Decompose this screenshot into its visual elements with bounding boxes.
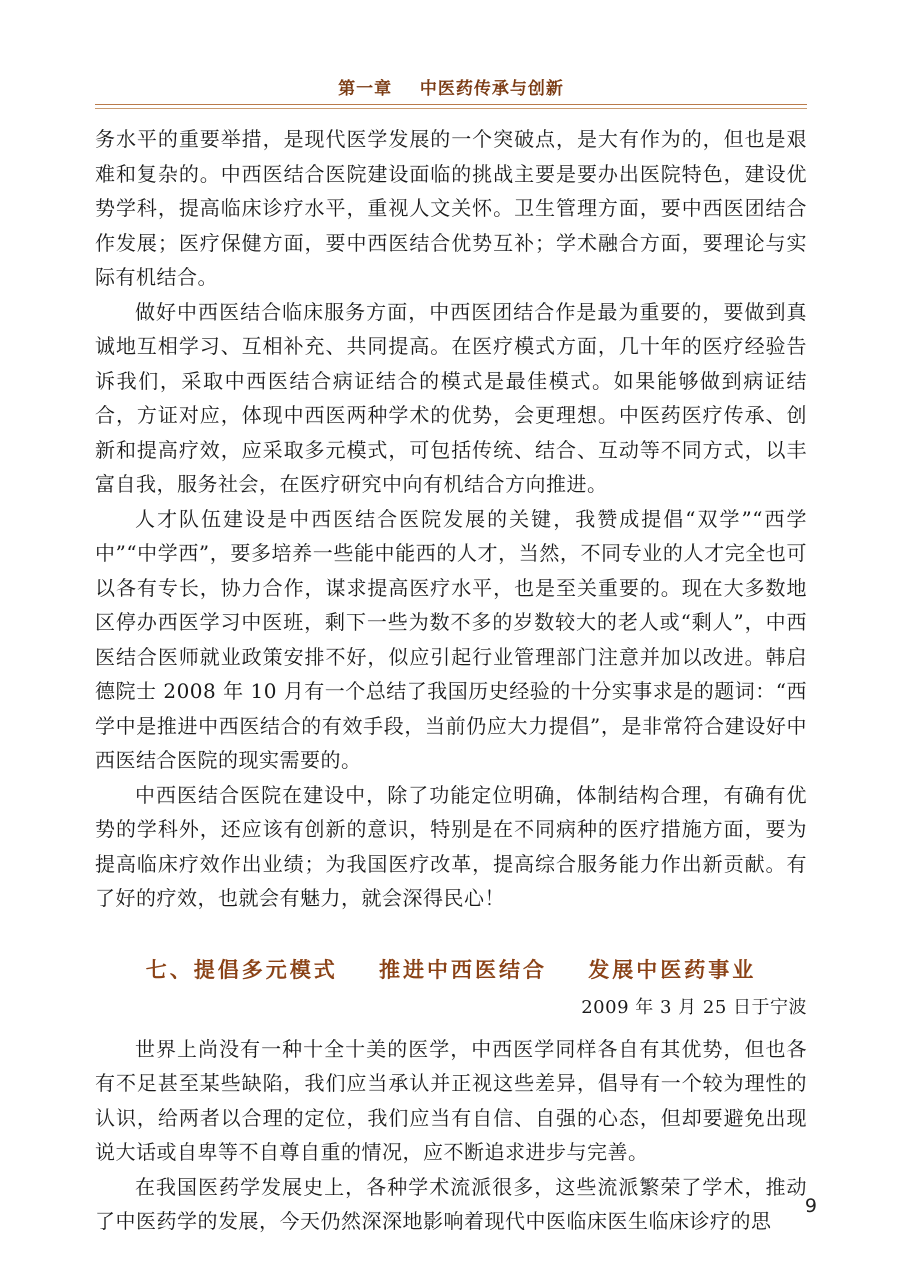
page-number: 9 [804, 1195, 817, 1217]
body-paragraph-3: 人才队伍建设是中西医结合医院发展的关键，我赞成提倡“双学”“西学中”“中学西”，要多培养一些能中能西的人才，当然，不同专业的人才完全也可以各有专长，协力合作，谋求提高医疗水平，也是至关重要的。现在大多数地区停办西医学习中医班，剩下一些为数不多的岁数较大的老人或“剩人”，中西医结合医师就业政策安排不好，似应引起行业管理部门注意并加以改进。韩启德院士 2008 年 10 月有一个总结了我国历史经验的十分实事求是的题词：“西学中是推进中西医结合的有效手段，当前仍应大力提倡”，是非常符合建设好中西医结合医院的现实需要的。 [95, 506, 808, 772]
section-dateline: 2009 年 3 月 25 日于宁波 [581, 996, 807, 1018]
header-divider [95, 104, 807, 105]
body-paragraph-5: 世界上尚没有一种十全十美的医学，中西医学同样各自有其优势，但也各有不足甚至某些缺陷，我们应当承认并正视这些差异，倡导有一个较为理性的认识，给两者以合理的定位，我们应当有自信、自强的心态，但却要避免出现说大话或自卑等不自尊自重的情况，应不断追求进步与完善。 [95, 1036, 807, 1164]
header-divider-thin [95, 108, 807, 109]
body-paragraph-4: 中西医结合医院在建设中，除了功能定位明确，体制结构合理，有确有优势的学科外，还应该有创新的意识，特别是在不同病种的医疗措施方面，要为提高临床疗效作出业绩；为我国医疗改革，提高综合服务能力作出新贡献。有了好的疗效，也就会有魅力，就会深得民心！ [95, 782, 807, 910]
body-paragraph-6: 在我国医药学发展史上，各种学术流派很多，这些流派繁荣了学术，推动了中医药学的发展，今天仍然深深地影响着现代中医临床医生临床诊疗的思 [95, 1174, 807, 1233]
page-body [95, 122, 807, 1239]
section-heading: 七、提倡多元模式 推进中西医结合 发展中医药事业 [145, 957, 757, 982]
running-header: 第一章 中医药传承与创新 [338, 79, 564, 99]
body-paragraph-2: 做好中西医结合临床服务方面，中西医团结合作是最为重要的，要做到真诚地互相学习、互相补充、共同提高。在医疗模式方面，几十年的医疗经验告诉我们，采取中西医结合病证结合的模式是最佳模式。如果能够做到病证结合，方证对应，体现中西医两种学术的优势，会更理想。中医药医疗传承、创新和提高疗效，应采取多元模式，可包括传统、结合、互动等不同方式，以丰富自我，服务社会，在医疗研究中向有机结合方向推进。 [95, 299, 807, 496]
body-paragraph-1: 务水平的重要举措，是现代医学发展的一个突破点，是大有作为的，但也是艰难和复杂的。中西医结合医院建设面临的挑战主要是要办出医院特色，建设优势学科，提高临床诊疗水平，重视人文关怀。卫生管理方面，要中西医团结合作发展；医疗保健方面，要中西医结合优势互补；学术融合方面，要理论与实际有机结合。 [95, 127, 807, 289]
